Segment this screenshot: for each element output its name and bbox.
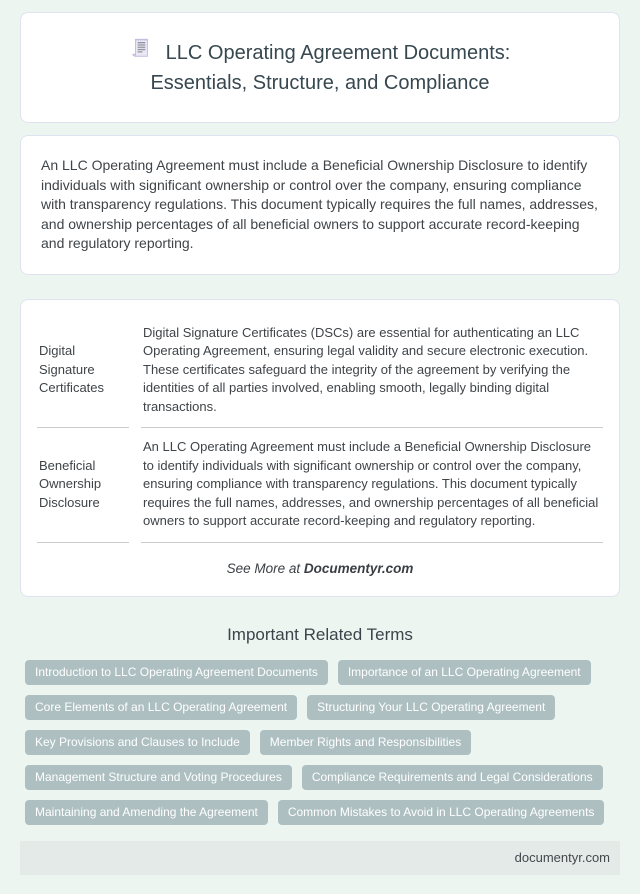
- related-term-chip[interactable]: Introduction to LLC Operating Agreement Documents: [25, 660, 328, 685]
- related-term-chip[interactable]: Importance of an LLC Operating Agreement: [338, 660, 591, 685]
- related-term-chip[interactable]: Common Mistakes to Avoid in LLC Operating Agreements: [278, 800, 605, 825]
- see-more-prefix: See More at: [226, 560, 304, 576]
- term-description: An LLC Operating Agreement must include a Beneficial Ownership Disclosure to identify individuals with significant ownership or control over the company, ensuring compliance with transparency regulations. This document typically requires the full names, addresses, and ownership percentages of all beneficial owners to support accurate record-keeping and regulatory reporting.: [141, 428, 603, 543]
- footer-bar: [20, 841, 620, 875]
- term-name: Digital Signature Certificates: [37, 314, 129, 429]
- related-terms-heading: Important Related Terms: [227, 624, 413, 644]
- table-row: [37, 314, 603, 429]
- terms-table: [25, 314, 615, 543]
- summary-text: An LLC Operating Agreement must include a Beneficial Ownership Disclosure to identify individuals with significant ownership or control over the company, ensuring compliance with transparency regulations. This document typically requires the full names, addresses, and ownership percentages of all beneficial owners to support accurate record-keeping and regulatory reporting.: [41, 157, 598, 251]
- page-title: [41, 37, 599, 98]
- related-term-chip[interactable]: Management Structure and Voting Procedures: [25, 765, 292, 790]
- title-line-1: [41, 37, 599, 68]
- terms-table-card: [20, 299, 620, 597]
- header-card: [20, 12, 620, 123]
- receipt-icon: [130, 37, 152, 68]
- related-term-chip[interactable]: Structuring Your LLC Operating Agreement: [307, 695, 555, 720]
- summary-card: [20, 135, 620, 275]
- related-terms-list: [0, 660, 640, 825]
- title-text-line-1: LLC Operating Agreement Documents:: [165, 41, 511, 64]
- term-description: Digital Signature Certificates (DSCs) are essential for authenticating an LLC Operating Agreement, ensuring legal validity and secure electronic execution. These certificates safeguard the integrity of the agreement by verifying the identities of all parties involved, enabling smooth, legally binding digital transactions.: [141, 314, 603, 429]
- footer-site-label: documentyr.com: [514, 849, 610, 865]
- related-term-chip[interactable]: Core Elements of an LLC Operating Agreement: [25, 695, 297, 720]
- table-row: [37, 428, 603, 543]
- related-term-chip[interactable]: Member Rights and Responsibilities: [260, 730, 471, 755]
- see-more: [37, 561, 603, 576]
- see-more-brand: Documentyr.com: [303, 560, 414, 576]
- related-term-chip[interactable]: Compliance Requirements and Legal Considerations: [302, 765, 603, 790]
- related-term-chip[interactable]: Maintaining and Amending the Agreement: [25, 800, 268, 825]
- related-term-chip[interactable]: Key Provisions and Clauses to Include: [25, 730, 250, 755]
- term-name: Beneficial Ownership Disclosure: [37, 428, 129, 543]
- title-text-line-2: Essentials, Structure, and Compliance: [150, 72, 490, 94]
- page: [0, 12, 640, 875]
